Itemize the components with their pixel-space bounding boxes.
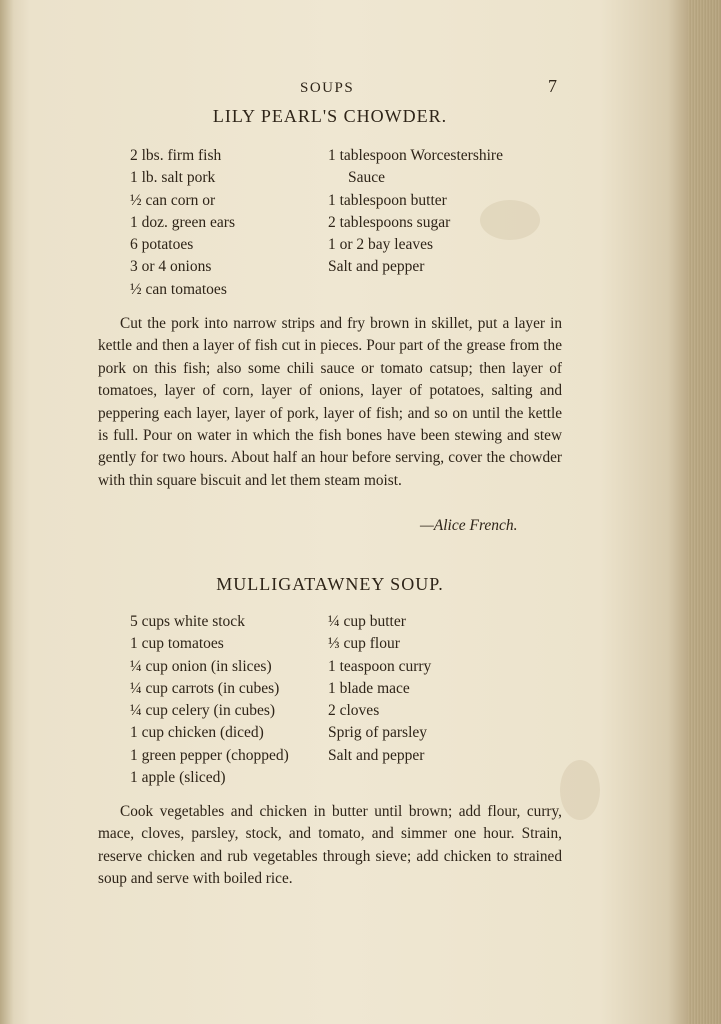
ingredient: 1 tablespoon Worcestershire: [328, 147, 503, 164]
ingredient: Sauce: [348, 169, 386, 187]
ingredient: Salt and pepper: [328, 258, 425, 276]
page-number: 7: [548, 76, 557, 96]
ingredient: 1 or 2 bay leaves: [328, 236, 434, 254]
ingredient: 1 cup chicken (diced): [130, 724, 264, 742]
recipe-title: MULLIGATAWNEY SOUP.: [216, 574, 444, 594]
ingredient: ⅓ cup flour: [328, 635, 400, 653]
ingredient: ¼ cup butter: [328, 613, 406, 630]
ingredient: 6 potatoes: [130, 236, 194, 254]
recipe-title: LILY PEARL'S CHOWDER.: [212, 106, 448, 126]
ingredient-list-right: [328, 145, 503, 279]
ingredient: 1 cup tomatoes: [130, 635, 224, 653]
page-gutter: [0, 0, 14, 1024]
ingredient: ¼ cup carrots (in cubes): [130, 679, 280, 697]
ingredient: 1 apple (sliced): [130, 769, 226, 787]
ingredient: 1 doz. green ears: [130, 213, 236, 231]
recipe-attribution: —Alice French.: [420, 517, 518, 534]
ingredient: 2 tablespoons sugar: [328, 213, 451, 231]
ingredient: 1 blade mace: [328, 679, 410, 697]
ingredient: 5 cups white stock: [130, 613, 245, 630]
ingredient-list-left: [130, 611, 289, 789]
ingredient: Sprig of parsley: [328, 724, 428, 742]
ingredient: ¼ cup celery (in cubes): [130, 702, 276, 720]
ingredient: 1 tablespoon butter: [328, 191, 447, 209]
ingredient: ¼ cup onion (in slices): [130, 657, 272, 675]
ingredient-list-left: [130, 145, 235, 301]
ingredient: ½ can tomatoes: [130, 280, 227, 298]
ingredient: 2 cloves: [328, 702, 380, 720]
ingredient: 1 lb. salt pork: [130, 169, 216, 187]
ingredient-list-right: [328, 611, 431, 767]
recipe-method: Cook vegetables and chicken in butter until brown; add flour, curry, mace, cloves, parsley, stock, and tomato, and simmer one hour. Strain, reserve chicken and rub vegetables through sieve; add chicken to strained soup and serve with boiled rice.: [98, 803, 562, 888]
recipe-method: Cut the pork into narrow strips and fry brown in skillet, put a layer in kettle and then a layer of fish cut in pieces. Pour part of the grease from the pork on this fish; also some chili sauce or tomato catsup; then layer of tomatoes, layer of corn, layer of onions, layer of potatoes, salting and peppering each layer, layer of pork, layer of fish; and so on until the kettle is full. Pour on water in which the fish bones have been stewing and stew gently for two hours. About half an hour before serving, cover the chowder with thin square biscuit and let them steam moist.: [98, 315, 562, 489]
ingredient: Salt and pepper: [328, 746, 425, 764]
ingredient: 2 lbs. firm fish: [130, 147, 222, 164]
paper-stain: [560, 760, 600, 820]
ingredient: ½ can corn or: [130, 191, 216, 209]
page-fore-edge: [688, 0, 721, 1024]
ingredient: 3 or 4 onions: [130, 258, 212, 276]
ingredient: 1 teaspoon curry: [328, 657, 432, 675]
running-head: SOUPS: [300, 80, 355, 96]
ingredient: 1 green pepper (chopped): [130, 746, 289, 764]
